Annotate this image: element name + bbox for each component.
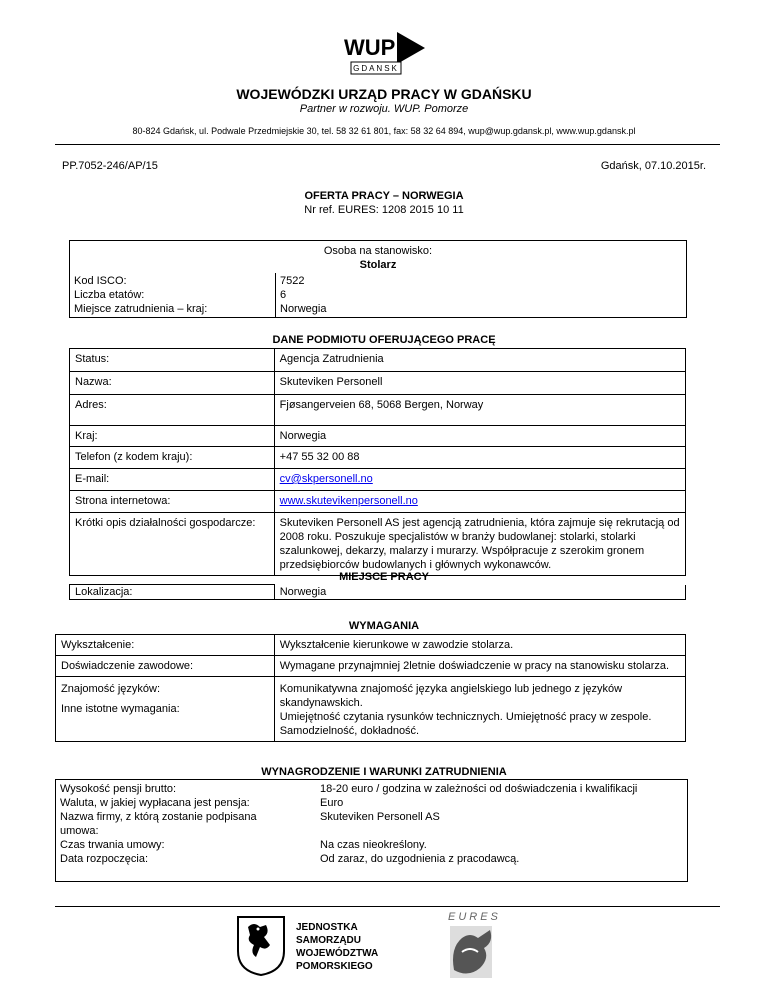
- company-name-label: Nazwa:: [70, 372, 275, 395]
- header-divider: [55, 144, 720, 145]
- country-value: Norwegia: [274, 426, 685, 447]
- start-date-label: Data rozpoczęcia:: [60, 853, 149, 865]
- table-row: [70, 513, 686, 576]
- table-row: [70, 395, 686, 426]
- table-row: [70, 372, 686, 395]
- country-label: Kraj:: [70, 426, 275, 447]
- isco-label: Kod ISCO:: [74, 275, 127, 287]
- employer-section-title: DANE PODMIOTU OFERUJĄCEGO PRACĘ: [272, 334, 496, 346]
- education-label: Wykształcenie:: [56, 635, 275, 656]
- contact-address: 80-824 Gdańsk, ul. Podwale Przedmiejskie 30, tel. 58 32 61 801, fax: 58 32 64 894, wup@wup.gdansk.pl, www.wup.gdansk.pl: [132, 126, 636, 136]
- email-label: E-mail:: [70, 469, 275, 491]
- activity-label: Krótki opis działalności gospodarcze:: [70, 513, 275, 576]
- salary-box: [55, 779, 688, 882]
- address-value: Fjøsangerveien 68, 5068 Bergen, Norway: [274, 395, 685, 426]
- website-link[interactable]: www.skutevikenpersonell.no: [279, 495, 418, 507]
- svg-text:GDANSK: GDANSK: [353, 64, 399, 73]
- table-row: [70, 349, 686, 372]
- other-requirements-label: Inne istotne wymagania:: [61, 703, 180, 715]
- education-value: Wykształcenie kierunkowe w zawodzie stolarza.: [274, 635, 685, 656]
- requirements-section-title: WYMAGANIA: [348, 620, 420, 632]
- document-date: Gdańsk, 07.10.2015r.: [600, 160, 706, 172]
- offer-title: OFERTA PRACY – NORWEGIA: [304, 190, 464, 202]
- salary-label: Wysokość pensji brutto:: [60, 783, 177, 795]
- website-label: Strona internetowa:: [70, 491, 275, 513]
- tagline: Partner w rozwoju. WUP. Pomorze: [299, 103, 469, 115]
- position-divider: [275, 273, 276, 317]
- wup-logo: [343, 22, 427, 78]
- table-row: [56, 635, 686, 656]
- position-heading: Osoba na stanowisko:: [323, 245, 433, 257]
- salary-value: 18-20 euro / godzina w zależności od doświadczenia i kwalifikacji: [320, 783, 638, 795]
- location-table: [69, 584, 686, 600]
- footer-divider: [55, 906, 720, 907]
- start-date-value: Od zaraz, do uzgodnienia z pracodawcą.: [320, 853, 520, 865]
- svg-text:WUP: WUP: [344, 35, 396, 60]
- email-link[interactable]: cv@skpersonell.no: [279, 473, 373, 485]
- currency-value: Euro: [320, 797, 344, 809]
- phone-label: Telefon (z kodem kraju):: [70, 447, 275, 469]
- footer-unit-text: JEDNOSTKA SAMORZĄDU WOJEWÓDZTWA POMORSKIEGO: [296, 922, 379, 972]
- phone-value: +47 55 32 00 88: [274, 447, 685, 469]
- position-box: [69, 240, 687, 318]
- workplace-country-label: Miejsce zatrudnienia – kraj:: [74, 303, 208, 315]
- company-name-value: Skuteviken Personell: [274, 372, 685, 395]
- table-row: [70, 491, 686, 513]
- contract-firm-value: Skuteviken Personell AS: [320, 811, 440, 823]
- experience-value: Wymagane przynajmniej 2letnie doświadczenie w pracy na stanowisku stolarza.: [274, 656, 685, 677]
- languages-label: Znajomość języków:: [61, 683, 161, 695]
- experience-label: Doświadczenie zawodowe:: [56, 656, 275, 677]
- table-row: [56, 656, 686, 677]
- reference-number: PP.7052-246/AP/15: [62, 160, 158, 172]
- location-section-title: MIEJSCE PRACY: [339, 571, 429, 583]
- currency-label: Waluta, w jakiej wypłacana jest pensja:: [60, 797, 250, 809]
- eures-logo: [440, 908, 502, 982]
- requirements-table: [55, 634, 686, 742]
- eures-reference: Nr ref. EURES: 1208 2015 10 11: [304, 204, 464, 216]
- contract-duration-label: Czas trwania umowy:: [60, 839, 165, 851]
- contract-duration-value: Na czas nieokreślony.: [320, 839, 427, 851]
- table-row: [70, 469, 686, 491]
- status-label: Status:: [70, 349, 275, 372]
- table-row: [56, 677, 686, 742]
- salary-section-title: WYNAGRODZENIE I WARUNKI ZATRUDNIENIA: [261, 766, 507, 778]
- position-name: Stolarz: [359, 259, 397, 271]
- svg-text:EURES: EURES: [448, 911, 501, 923]
- positions-count-value: 6: [280, 289, 287, 301]
- positions-count-label: Liczba etatów:: [74, 289, 145, 301]
- isco-value: 7522: [280, 275, 305, 287]
- address-label: Adres:: [70, 395, 275, 426]
- contract-firm-label: Nazwa firmy, z którą zostanie podpisana umowa:: [60, 811, 257, 837]
- org-name: WOJEWÓDZKI URZĄD PRACY W GDAŃSKU: [236, 86, 532, 102]
- table-row: [70, 585, 686, 600]
- employer-table: [69, 348, 686, 576]
- activity-value: Skuteviken Personell AS jest agencją zatrudnienia, która zajmuje się rekrutacją od 2008 roku. Poszukuje specjalistów w branży budowlanej: stolarki, stolarki szalunkowej, dekarzy, malarzy i murarzy. Współpracuje z szerokim gronem przedsiębiorców budowlanych i głównych wykonawców.: [274, 513, 685, 576]
- table-row: [70, 447, 686, 469]
- location-value: Norwegia: [274, 585, 685, 600]
- workplace-country-value: Norwegia: [280, 303, 327, 315]
- table-row: [70, 426, 686, 447]
- languages-value: Komunikatywna znajomość języka angielskiego lub jednego z języków skandynawskich.: [279, 683, 623, 709]
- status-value: Agencja Zatrudnienia: [274, 349, 685, 372]
- location-label: Lokalizacja:: [70, 585, 275, 600]
- pomorskie-coat-of-arms: [236, 915, 286, 977]
- other-requirements-value: Umiejętność czytania rysunków technicznych. Umiejętność pracy w zespole. Samodzielność, dokładność.: [279, 711, 652, 737]
